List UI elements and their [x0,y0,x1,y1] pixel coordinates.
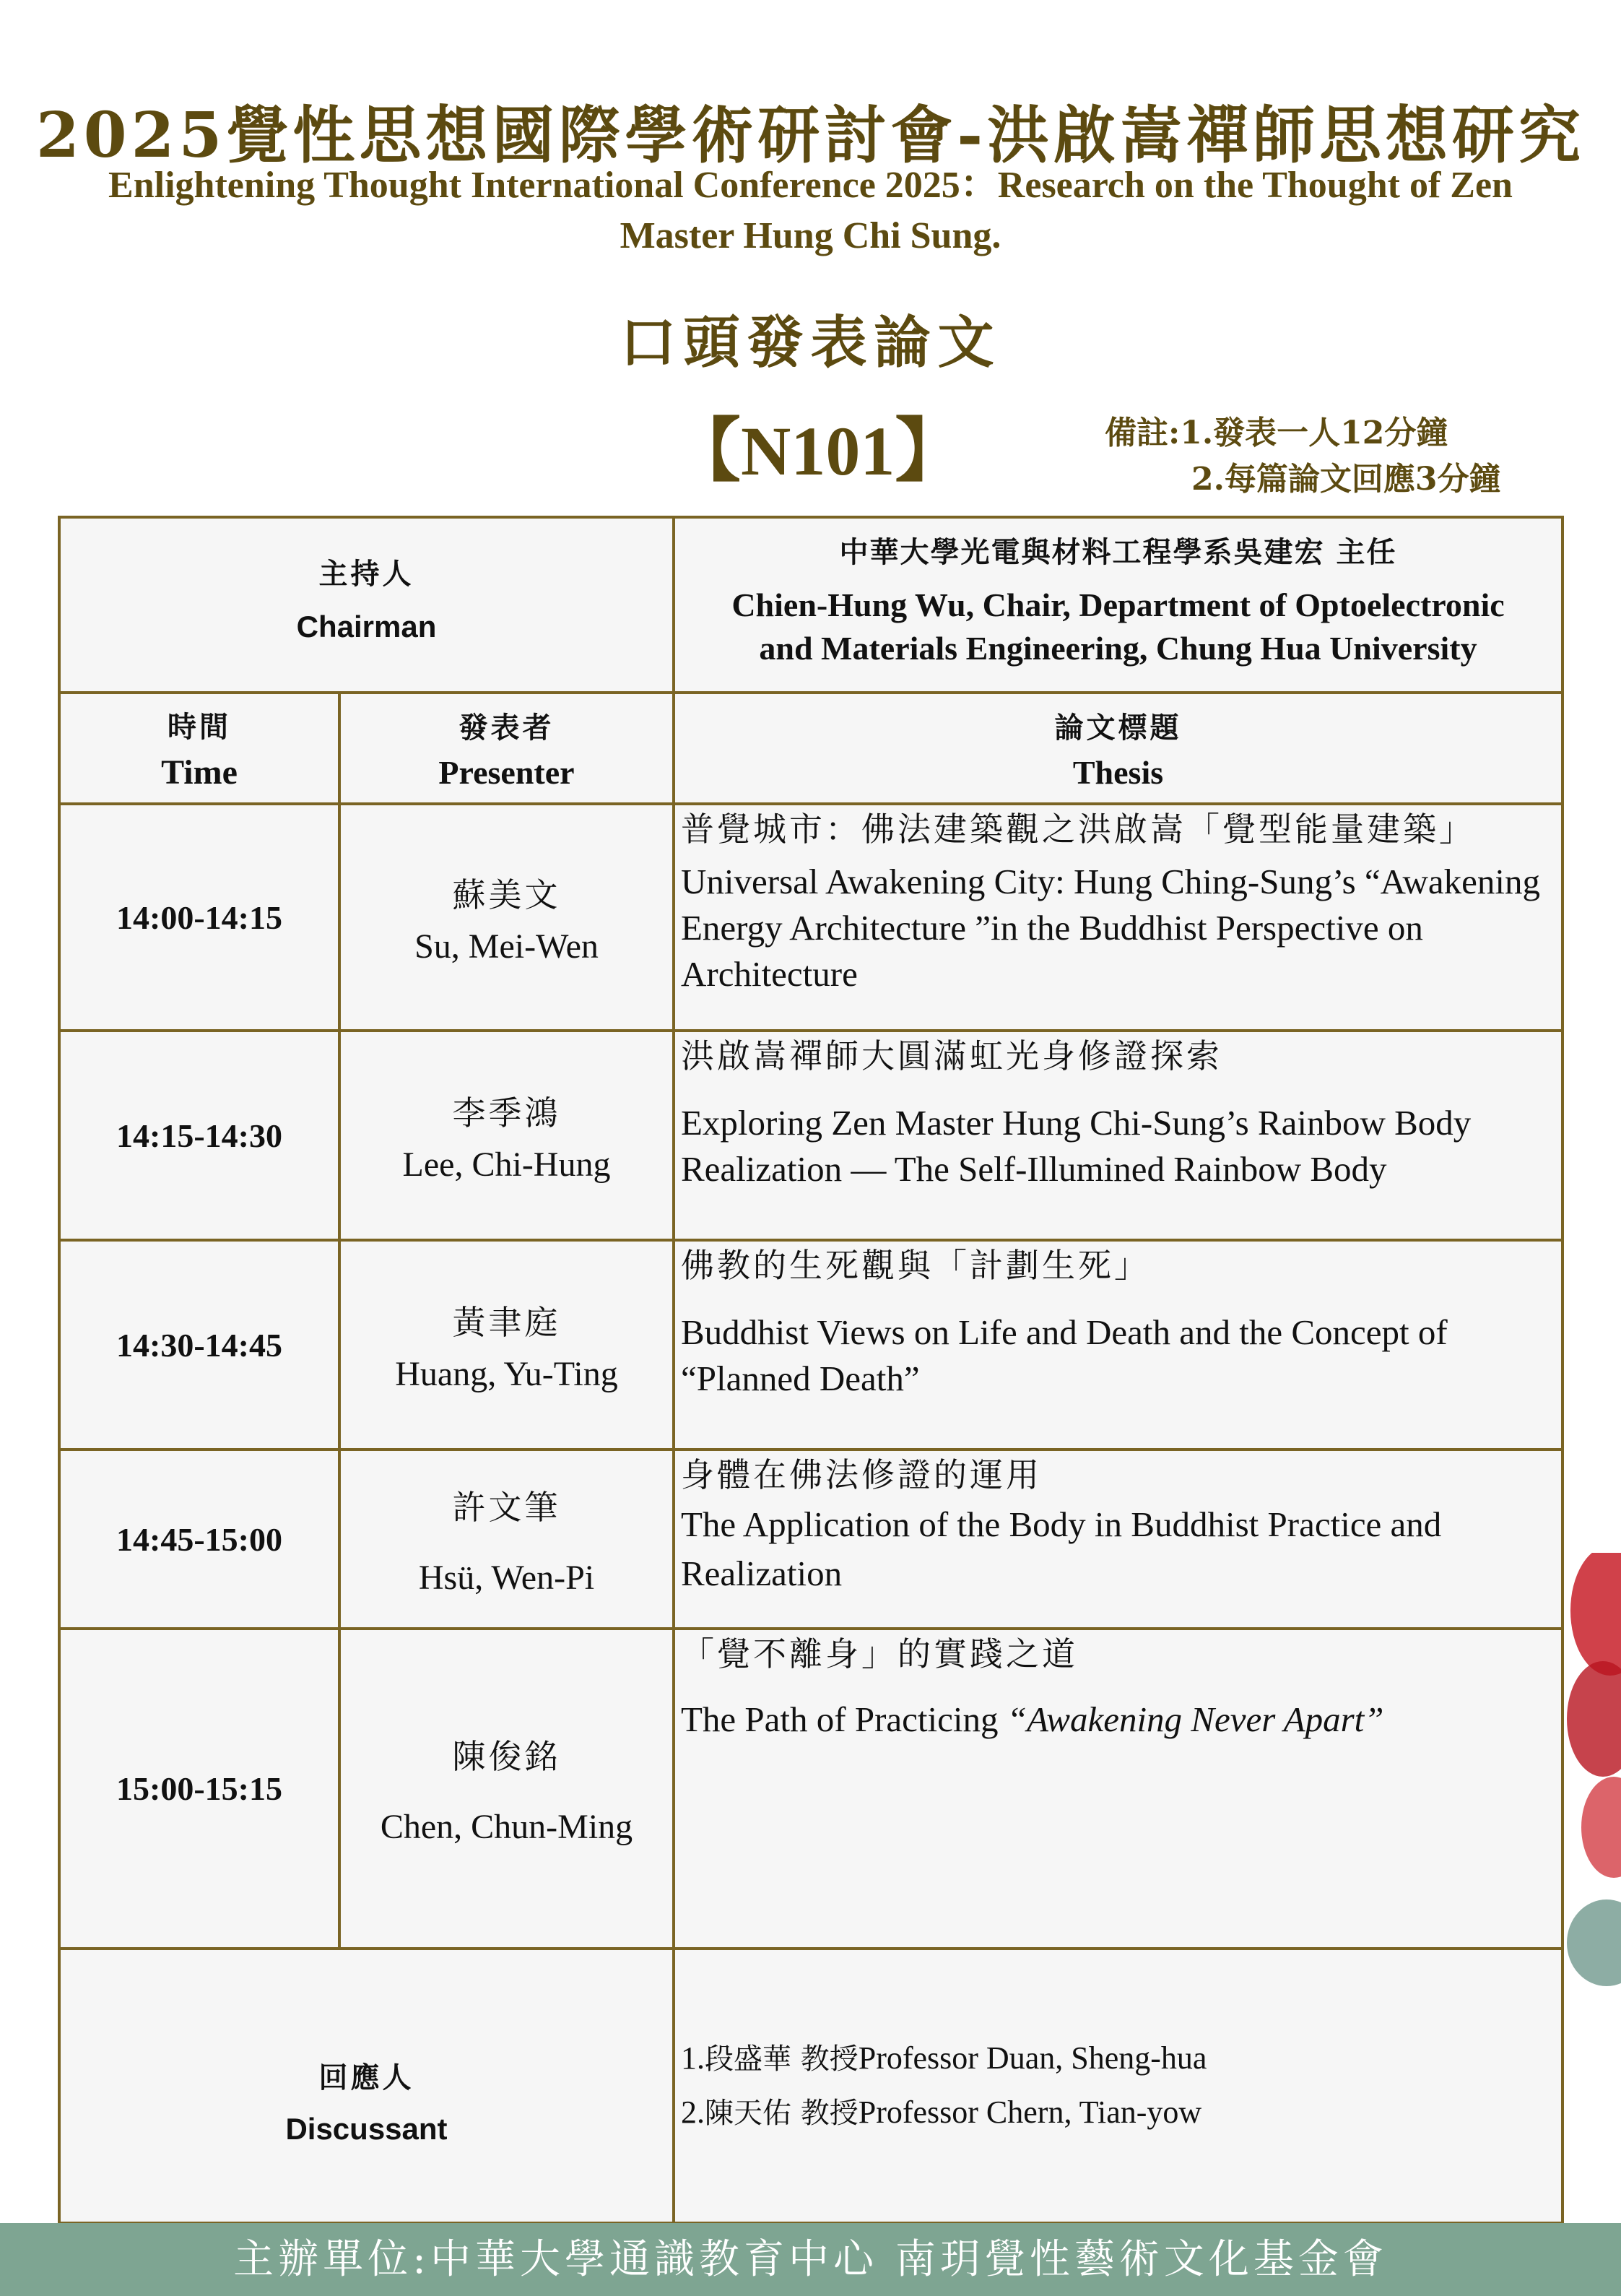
presenter-name-zh: 許文筆 [452,1487,561,1527]
page-subtitle: 口頭發表論文 [620,310,1001,376]
presenter-cell [339,804,674,1031]
thesis-header-en: Thesis [1072,754,1164,791]
thesis-title-en: The Application of the Body in Buddhist Practice and Realization [681,1504,1442,1593]
title-en-line-1: Enlightening Thought International Conference 2025：Research on the Thought of Zen [108,165,1513,206]
thesis-title-zh: 「覺不離身」的實踐之道 [681,1634,1078,1673]
chair-label-zh: 主持人 [318,557,414,591]
session-time: 14:30-14:45 [59,1240,339,1450]
thesis-title-en: Buddhist Views on Life and Death and the Concept of “Planned Death” [681,1312,1448,1398]
thesis-cell [674,1629,1563,1949]
presenter-name-en: Lee, Chi-Hung [402,1145,611,1184]
chair-name-cell [674,517,1563,693]
discussant-label-en: Discussant [285,2111,448,2146]
discussant-entry-en: Professor Duan, Sheng-hua [858,2040,1207,2076]
chair-name-zh: 中華大學光電與材料工程學系吳建宏 主任 [839,535,1397,569]
thesis-title-en [681,1697,1544,1743]
thesis-title-en: Universal Awakening City: Hung Ching-Sung’s “Awakening Energy Architecture ”in the Buddhist Perspective on Architecture [681,862,1541,994]
note-1: 備註:1.發表一人12分鐘 [1105,415,1448,451]
presenter-name-zh: 李季鴻 [452,1093,561,1132]
session-code: 【N101】 [672,412,965,490]
presenter-name-en: Su, Mei-Wen [414,927,599,966]
chair-name-en-line-2: and Materials Engineering, Chung Hua University [759,630,1477,667]
chair-name-en-line-1: Chien-Hung Wu, Chair, Department of Optoelectronic [731,586,1505,623]
thesis-cell [674,1240,1563,1450]
thesis-title-zh: 洪啟嵩禪師大圓滿虹光身修證探索 [681,1036,1222,1075]
presenter-header [339,693,674,804]
thesis-cell [674,1450,1563,1629]
title-en-line-2: Master Hung Chi Sung. [620,215,1001,256]
presenter-name-en: Huang, Yu-Ting [395,1354,618,1393]
table-row [59,1240,1563,1450]
presenter-cell [339,1450,674,1629]
session-time: 14:15-14:30 [59,1031,339,1240]
discussant-label-cell [59,1949,674,2223]
presenter-header-zh: 發表者 [459,711,555,745]
thesis-title-en-prefix: The Path of Practicing [681,1699,1007,1739]
thesis-title-en: Exploring Zen Master Hung Chi-Sung’s Rainbow Body Realization — The Self-Illumined Rainbow Body [681,1103,1472,1189]
presenter-name-zh: 蘇美文 [452,875,561,914]
presenter-name-zh: 陳俊銘 [452,1737,561,1776]
presenter-name-en: Hsü, Wen-Pi [418,1558,595,1597]
thesis-title-zh: 普覺城市：佛法建築觀之洪啟嵩「覺型能量建築」 [681,810,1475,849]
presenter-name-zh: 黃聿庭 [452,1302,561,1342]
decorative-flower-painting [1560,1553,1621,2001]
chair-label-cell [59,517,674,693]
discussant-entry-index: 2. [681,2094,705,2130]
presenter-name-en: Chen, Chun-Ming [380,1808,633,1846]
discussant-entry-zh: 段盛華 教授 [705,2042,859,2076]
discussant-entry [681,2086,1544,2140]
presenter-header-en: Presenter [438,754,575,791]
session-time: 14:45-15:00 [59,1450,339,1629]
chair-label-en: Chairman [296,610,437,644]
conference-title-zh: 2025覺性思想國際學術研討會-洪啟嵩禪師思想研究 [35,99,1586,172]
footer-organizers: 主辦單位:中華大學通識教育中心 南玥覺性藝術文化基金會 [0,2223,1621,2296]
discussant-list-cell [674,1949,1563,2223]
discussant-entry-en: Professor Chern, Tian-yow [858,2094,1202,2130]
time-header [59,693,339,804]
presenter-cell [339,1240,674,1450]
program-table [58,516,1564,2224]
discussant-entry-index: 1. [681,2040,705,2076]
chair-row [59,517,1563,693]
thesis-cell [674,804,1563,1031]
discussant-entry-zh: 陳天佑 教授 [705,2097,859,2130]
discussant-label-zh: 回應人 [318,2060,414,2094]
discussant-row [59,1949,1563,2223]
table-row [59,1031,1563,1240]
table-row [59,1629,1563,1949]
time-header-en: Time [161,753,238,792]
thesis-header-zh: 論文標題 [1054,711,1182,745]
thesis-cell [674,1031,1563,1240]
presenter-cell [339,1031,674,1240]
thesis-header [674,693,1563,804]
table-row [59,804,1563,1031]
thesis-title-zh: 身體在佛法修證的運用 [681,1455,1042,1494]
thesis-title-zh: 佛教的生死觀與「計劃生死」 [681,1246,1150,1285]
column-header-row [59,693,1563,804]
notes [1105,410,1501,503]
session-time: 14:00-14:15 [59,804,339,1031]
table-row [59,1450,1563,1629]
session-time: 15:00-15:15 [59,1629,339,1949]
discussant-entry [681,2032,1544,2086]
presenter-cell [339,1629,674,1949]
conference-title-en [14,160,1607,261]
time-header-zh: 時間 [168,710,231,744]
thesis-title-en-italic: “Awakening Never Apart” [1007,1699,1384,1739]
note-2: 2.每篇論文回應3分鐘 [1191,461,1501,498]
